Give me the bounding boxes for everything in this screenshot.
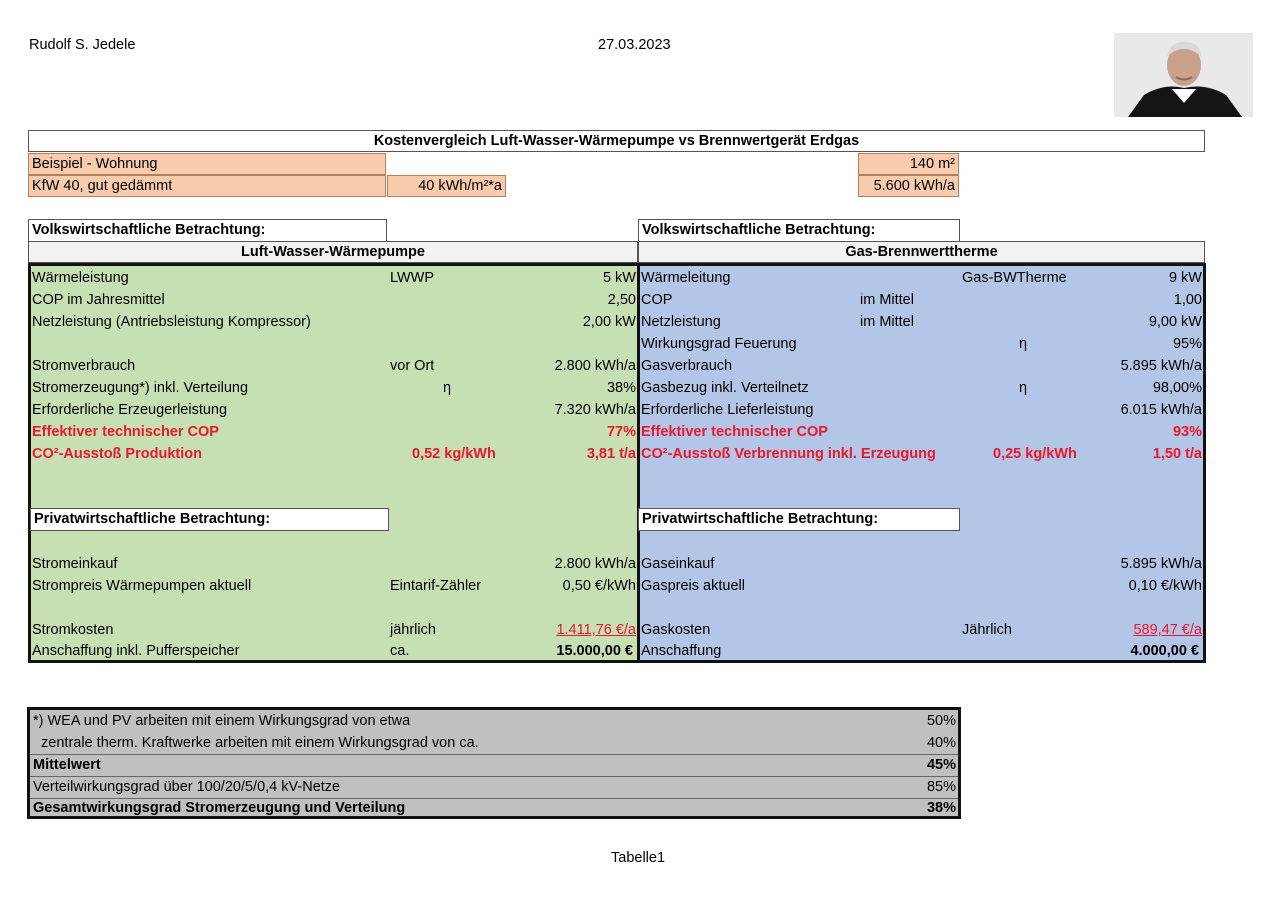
right-row-label: Wirkungsgrad Feuerung xyxy=(641,336,797,352)
right-row-value: 6.015 kWh/a xyxy=(1120,402,1202,418)
right-private-label-cell: Gaseinkauf xyxy=(641,556,715,572)
left-row-value: 3,81 t/a xyxy=(586,446,636,462)
left-row-value: 2,50 xyxy=(607,292,636,308)
left-row-value: 5 kW xyxy=(602,270,636,286)
right-row-value: 9,00 kW xyxy=(1148,314,1202,330)
footnote-row xyxy=(30,797,958,819)
right-row-label: Wärmeleitung xyxy=(641,270,731,286)
right-private-label-cell: Gaspreis aktuell xyxy=(641,578,745,594)
left-row-label: Stromerzeugung*) inkl. Verteilung xyxy=(32,380,249,396)
left-row-value: 77% xyxy=(606,424,636,440)
right-row-mid: η xyxy=(1019,380,1028,396)
right-private-label-cell: Gaskosten xyxy=(641,622,711,638)
example-label: Beispiel - Wohnung xyxy=(28,153,386,175)
insulation-label: KfW 40, gut gedämmt xyxy=(28,175,386,197)
left-private-mid: jährlich xyxy=(390,622,436,638)
right-row-value: 93% xyxy=(1172,424,1202,440)
left-private-label-cell: Anschaffung inkl. Pufferspeicher xyxy=(32,643,240,659)
left-row-mid: vor Ort xyxy=(390,358,435,374)
right-row-value: 5.895 kWh/a xyxy=(1120,358,1202,374)
left-row-value: 2,00 kW xyxy=(582,314,636,330)
footnote-label: Verteilwirkungsgrad über 100/20/5/0,4 kV-Netze xyxy=(33,779,341,795)
footnote-label: zentrale therm. Kraftwerke arbeiten mit einem Wirkungsgrad von ca. xyxy=(33,735,479,751)
footnote-value: 85% xyxy=(926,779,956,795)
right-row-value: 9 kW xyxy=(1168,270,1202,286)
right-row-label: Erforderliche Lieferleistung xyxy=(641,402,814,418)
right-row-value: 98,00% xyxy=(1152,380,1202,396)
left-heading: Luft-Wasser-Wärmepumpe xyxy=(28,241,638,263)
document-date: 27.03.2023 xyxy=(598,37,671,53)
left-row-label: Stromverbrauch xyxy=(32,358,136,374)
example-area: 140 m² xyxy=(858,153,959,175)
heat-pump-purchase-value: 15.000,00 € xyxy=(556,643,633,659)
right-row-mid: Gas-BWTherme xyxy=(962,270,1067,286)
footnote-label: Mittelwert xyxy=(33,757,101,773)
footnote-value: 40% xyxy=(926,735,956,751)
left-private-label: Privatwirtschaftliche Betrachtung: xyxy=(30,508,389,531)
right-row-label: Netzleistung xyxy=(641,314,721,330)
heat-pump-panel xyxy=(28,263,640,663)
left-row-mid: 0,52 kg/kWh xyxy=(412,446,496,462)
right-section-label: Volkswirtschaftliche Betrachtung: xyxy=(638,219,960,242)
right-private-value: 0,10 €/kWh xyxy=(1128,578,1202,594)
right-row-label: Effektiver technischer COP xyxy=(641,424,828,440)
right-row-label: Gasbezug inkl. Verteilnetz xyxy=(641,380,809,396)
gas-purchase-value: 4.000,00 € xyxy=(1130,643,1199,659)
right-row-mid: im Mittel xyxy=(860,292,914,308)
left-private-label-cell: Stromeinkauf xyxy=(32,556,118,572)
specific-demand: 40 kWh/m²*a xyxy=(387,175,506,197)
annual-demand: 5.600 kWh/a xyxy=(858,175,959,197)
right-private-mid: Jährlich xyxy=(962,622,1012,638)
left-row-label: Effektiver technischer COP xyxy=(32,424,219,440)
comparison-title: Kostenvergleich Luft-Wasser-Wärmepumpe vs Brennwertgerät Erdgas xyxy=(28,130,1205,152)
left-private-label-cell: Stromkosten xyxy=(32,622,114,638)
right-row-value: 95% xyxy=(1172,336,1202,352)
left-row-value: 2.800 kWh/a xyxy=(554,358,636,374)
left-row-label: CO²-Ausstoß Produktion xyxy=(32,446,202,462)
left-row-value: 7.320 kWh/a xyxy=(554,402,636,418)
right-row-label: Gasverbrauch xyxy=(641,358,733,374)
right-row-mid: im Mittel xyxy=(860,314,914,330)
right-row-mid: η xyxy=(1019,336,1028,352)
footnote-value: 50% xyxy=(926,713,956,729)
left-private-value: 0,50 €/kWh xyxy=(562,578,636,594)
right-private-label: Privatwirtschaftliche Betrachtung: xyxy=(638,508,960,531)
footnote-label: *) WEA und PV arbeiten mit einem Wirkungsgrad von etwa xyxy=(33,713,411,729)
left-private-mid: ca. xyxy=(390,643,410,659)
footnote-row xyxy=(30,732,958,754)
author-photo xyxy=(1114,33,1253,117)
right-row-label: CO²-Ausstoß Verbrennung inkl. Erzeugung xyxy=(641,446,936,462)
left-section-label: Volkswirtschaftliche Betrachtung: xyxy=(28,219,387,242)
left-private-mid: Eintarif-Zähler xyxy=(390,578,482,594)
footnote-value: 45% xyxy=(926,757,956,773)
footnote-label: Gesamtwirkungsgrad Stromerzeugung und Verteilung xyxy=(33,800,406,816)
footnote-row xyxy=(30,776,958,798)
right-row-mid: 0,25 kg/kWh xyxy=(993,446,1077,462)
gas-boiler-panel xyxy=(637,263,1206,663)
left-row-label: Erforderliche Erzeugerleistung xyxy=(32,402,228,418)
right-heading: Gas-Brennwerttherme xyxy=(638,241,1205,263)
left-row-label: Wärmeleistung xyxy=(32,270,129,286)
efficiency-footnote-table xyxy=(27,707,961,819)
right-private-value: 5.895 kWh/a xyxy=(1120,556,1202,572)
left-row-value: 38% xyxy=(606,380,636,396)
right-row-value: 1,50 t/a xyxy=(1152,446,1202,462)
left-row-mid: η xyxy=(443,380,452,396)
footnote-value: 38% xyxy=(926,800,956,816)
electricity-cost-value: 1.411,76 €/a xyxy=(556,622,636,638)
left-row-mid: LWWP xyxy=(390,270,435,286)
right-row-value: 1,00 xyxy=(1173,292,1202,308)
left-row-label: Netzleistung (Antriebsleistung Kompressor) xyxy=(32,314,311,330)
author-name: Rudolf S. Jedele xyxy=(29,37,136,53)
footnote-row xyxy=(30,754,958,776)
right-row-label: COP xyxy=(641,292,673,308)
left-private-label-cell: Strompreis Wärmepumpen aktuell xyxy=(32,578,252,594)
right-private-label-cell: Anschaffung xyxy=(641,643,722,659)
left-private-value: 2.800 kWh/a xyxy=(554,556,636,572)
sheet-name: Tabelle1 xyxy=(611,850,666,866)
gas-cost-value: 589,47 €/a xyxy=(1133,622,1202,638)
left-row-label: COP im Jahresmittel xyxy=(32,292,165,308)
footnote-row xyxy=(30,710,958,732)
